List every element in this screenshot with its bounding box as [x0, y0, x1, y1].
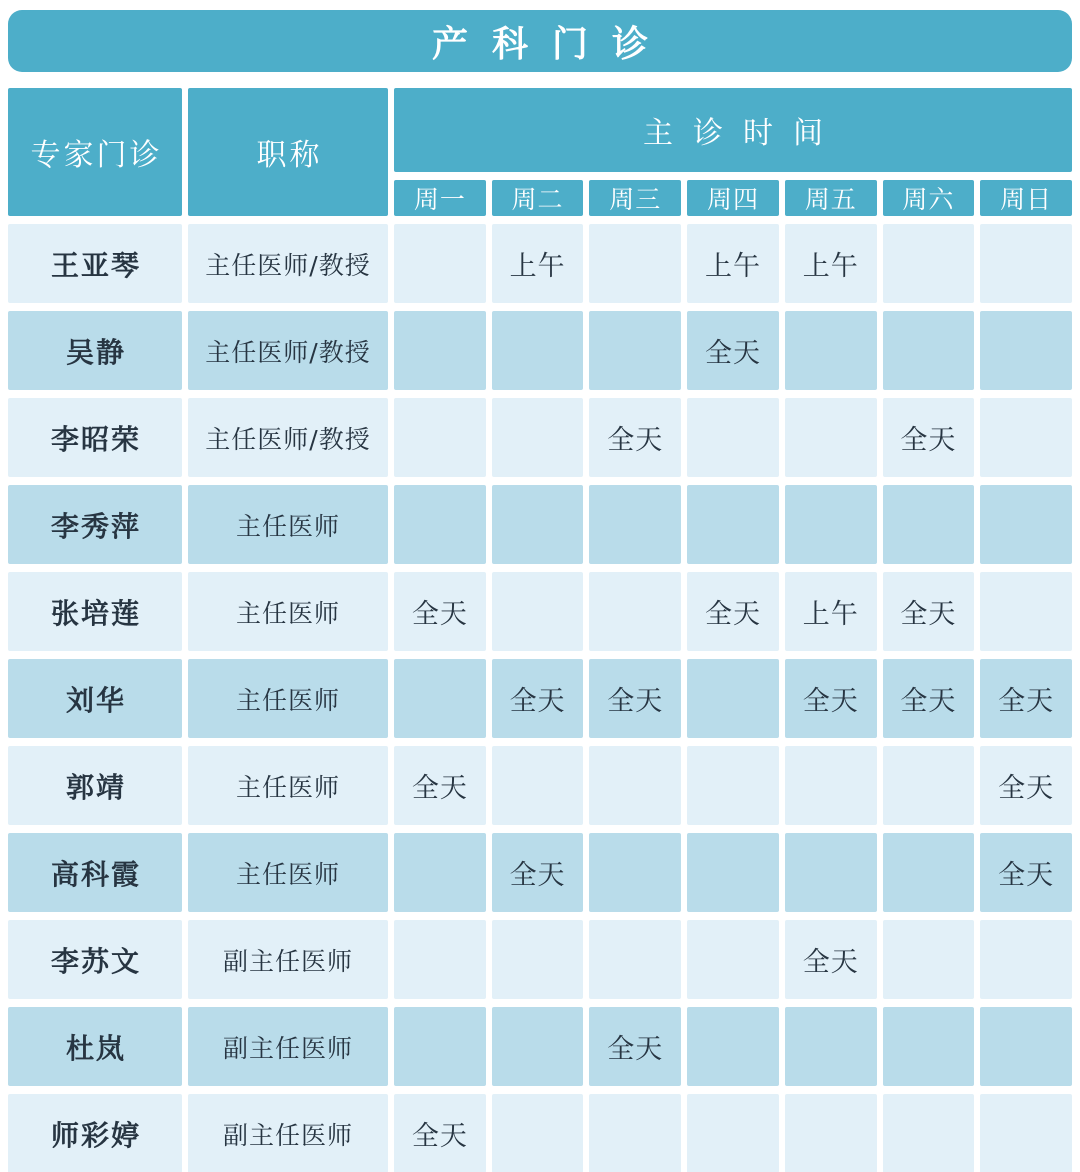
schedule-cell — [687, 659, 779, 738]
schedule-cell: 全天 — [687, 572, 779, 651]
doctor-title-cell: 副主任医师 — [188, 920, 388, 999]
schedule-cell: 全天 — [883, 398, 975, 477]
schedule-cell — [589, 920, 681, 999]
schedule-cell — [980, 1094, 1072, 1172]
schedule-cell — [589, 224, 681, 303]
schedule-cell — [394, 398, 486, 477]
schedule-cell: 全天 — [980, 659, 1072, 738]
schedule-cell: 全天 — [394, 572, 486, 651]
schedule-cell — [980, 572, 1072, 651]
schedule-table — [8, 88, 1072, 1172]
schedule-cell — [687, 485, 779, 564]
day-header-6: 周六 — [883, 180, 975, 216]
schedule-cell — [883, 920, 975, 999]
doctor-name-cell: 王亚琴 — [8, 224, 182, 303]
schedule-cell: 全天 — [687, 311, 779, 390]
schedule-cell — [589, 1094, 681, 1172]
schedule-cell — [785, 746, 877, 825]
doctor-name-cell: 师彩婷 — [8, 1094, 182, 1172]
schedule-cell — [785, 485, 877, 564]
schedule-cell — [687, 746, 779, 825]
schedule-cell — [980, 920, 1072, 999]
schedule-cell — [687, 398, 779, 477]
schedule-cell — [785, 1007, 877, 1086]
doctor-name-cell: 吴静 — [8, 311, 182, 390]
doctor-title-cell: 主任医师 — [188, 659, 388, 738]
schedule-cell — [687, 1094, 779, 1172]
schedule-cell: 全天 — [980, 746, 1072, 825]
doctor-name-cell: 张培莲 — [8, 572, 182, 651]
schedule-cell: 全天 — [980, 833, 1072, 912]
schedule-cell — [785, 1094, 877, 1172]
schedule-cell — [394, 659, 486, 738]
schedule-cell: 上午 — [687, 224, 779, 303]
schedule-cell: 上午 — [785, 224, 877, 303]
page-title: 产科门诊 — [431, 23, 672, 65]
schedule-cell — [492, 920, 584, 999]
schedule-cell — [492, 1007, 584, 1086]
doctor-title-cell: 主任医师/教授 — [188, 311, 388, 390]
schedule-cell — [687, 833, 779, 912]
schedule-cell — [785, 311, 877, 390]
schedule-cell — [980, 485, 1072, 564]
column-header-expert: 专家门诊 — [8, 88, 182, 216]
column-header-consult-time: 主诊时间 — [394, 88, 1072, 172]
schedule-cell: 全天 — [394, 746, 486, 825]
page-title-bar — [8, 10, 1072, 72]
schedule-cell — [492, 572, 584, 651]
day-header-5: 周五 — [785, 180, 877, 216]
schedule-cell: 全天 — [589, 398, 681, 477]
schedule-cell: 全天 — [394, 1094, 486, 1172]
doctor-name-cell: 刘华 — [8, 659, 182, 738]
doctor-name-cell: 郭靖 — [8, 746, 182, 825]
schedule-cell: 全天 — [883, 572, 975, 651]
schedule-cell: 全天 — [785, 920, 877, 999]
schedule-cell — [589, 746, 681, 825]
doctor-title-cell: 主任医师/教授 — [188, 398, 388, 477]
schedule-cell — [980, 224, 1072, 303]
doctor-name-cell: 李秀萍 — [8, 485, 182, 564]
day-header-3: 周三 — [589, 180, 681, 216]
day-header-4: 周四 — [687, 180, 779, 216]
schedule-cell — [883, 224, 975, 303]
schedule-cell — [980, 1007, 1072, 1086]
day-header-1: 周一 — [394, 180, 486, 216]
schedule-cell — [394, 920, 486, 999]
schedule-cell — [883, 485, 975, 564]
schedule-cell — [980, 398, 1072, 477]
schedule-cell — [492, 746, 584, 825]
schedule-cell: 全天 — [589, 659, 681, 738]
schedule-cell — [883, 1094, 975, 1172]
schedule-cell — [394, 485, 486, 564]
schedule-cell — [394, 311, 486, 390]
schedule-cell — [785, 833, 877, 912]
doctor-title-cell: 主任医师 — [188, 833, 388, 912]
schedule-cell: 上午 — [785, 572, 877, 651]
schedule-cell: 上午 — [492, 224, 584, 303]
schedule-cell — [883, 1007, 975, 1086]
schedule-cell — [980, 311, 1072, 390]
schedule-cell — [883, 833, 975, 912]
schedule-cell — [394, 833, 486, 912]
schedule-cell — [687, 920, 779, 999]
doctor-title-cell: 主任医师 — [188, 572, 388, 651]
doctor-name-cell: 李昭荣 — [8, 398, 182, 477]
schedule-cell — [394, 224, 486, 303]
doctor-name-cell: 杜岚 — [8, 1007, 182, 1086]
schedule-cell — [785, 398, 877, 477]
schedule-cell — [492, 311, 584, 390]
schedule-cell — [687, 1007, 779, 1086]
schedule-cell — [589, 572, 681, 651]
day-header-7: 周日 — [980, 180, 1072, 216]
doctor-title-cell: 主任医师/教授 — [188, 224, 388, 303]
schedule-cell: 全天 — [492, 833, 584, 912]
column-header-job-title: 职称 — [188, 88, 388, 216]
doctor-title-cell: 副主任医师 — [188, 1094, 388, 1172]
schedule-cell: 全天 — [589, 1007, 681, 1086]
schedule-cell — [883, 311, 975, 390]
doctor-title-cell: 主任医师 — [188, 746, 388, 825]
schedule-cell — [589, 311, 681, 390]
schedule-cell: 全天 — [492, 659, 584, 738]
doctor-name-cell: 高科霞 — [8, 833, 182, 912]
schedule-cell — [394, 1007, 486, 1086]
schedule-cell — [883, 746, 975, 825]
day-header-2: 周二 — [492, 180, 584, 216]
schedule-cell: 全天 — [883, 659, 975, 738]
schedule-cell — [589, 833, 681, 912]
schedule-cell — [589, 485, 681, 564]
doctor-title-cell: 主任医师 — [188, 485, 388, 564]
schedule-cell — [492, 485, 584, 564]
doctor-title-cell: 副主任医师 — [188, 1007, 388, 1086]
doctor-name-cell: 李苏文 — [8, 920, 182, 999]
schedule-cell: 全天 — [785, 659, 877, 738]
schedule-cell — [492, 1094, 584, 1172]
schedule-cell — [492, 398, 584, 477]
